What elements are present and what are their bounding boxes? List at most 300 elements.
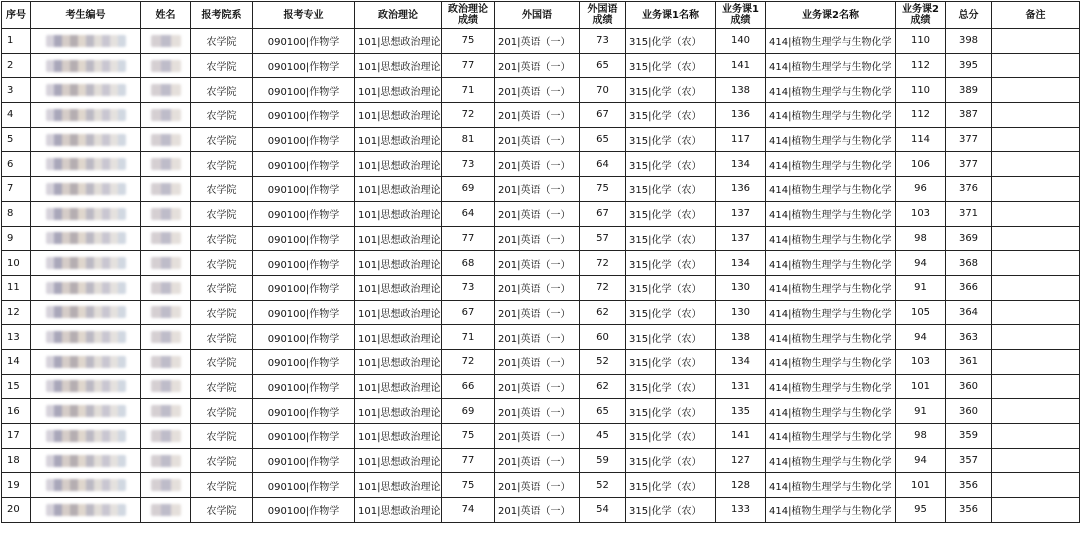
total-cell: 387 xyxy=(946,103,992,128)
course1-cell: 315|化学（农） xyxy=(626,226,716,251)
course1-score-cell: 134 xyxy=(716,251,766,276)
course1-cell: 315|化学（农） xyxy=(626,78,716,103)
header-no: 序号 xyxy=(2,2,31,29)
redaction-blur xyxy=(151,232,181,244)
course1-cell: 315|化学（农） xyxy=(626,349,716,374)
header-politics-score: 政治理论成绩 xyxy=(442,2,495,29)
course1-cell: 315|化学（农） xyxy=(626,424,716,449)
note-cell xyxy=(992,152,1080,177)
table-row xyxy=(2,201,1080,226)
redaction-blur xyxy=(151,109,181,121)
course2-cell: 414|植物生理学与生物化学 xyxy=(766,152,896,177)
table-row xyxy=(2,300,1080,325)
politics-cell: 101|思想政治理论 xyxy=(355,300,442,325)
exam-id-redacted xyxy=(31,275,141,300)
note-cell xyxy=(992,78,1080,103)
dept-cell: 农学院 xyxy=(191,226,253,251)
language-cell: 201|英语（一） xyxy=(495,177,580,202)
course1-score-cell: 141 xyxy=(716,424,766,449)
politics-score-cell: 73 xyxy=(442,152,495,177)
course1-score-cell: 140 xyxy=(716,29,766,54)
total-cell: 377 xyxy=(946,152,992,177)
exam-id-redacted xyxy=(31,103,141,128)
language-score-cell: 62 xyxy=(580,374,626,399)
table-row xyxy=(2,152,1080,177)
course1-score-cell: 141 xyxy=(716,53,766,78)
exam-id-redacted xyxy=(31,251,141,276)
course2-cell: 414|植物生理学与生物化学 xyxy=(766,78,896,103)
politics-cell: 101|思想政治理论 xyxy=(355,103,442,128)
note-cell xyxy=(992,29,1080,54)
name-redacted xyxy=(141,374,191,399)
row-number: 17 xyxy=(2,424,31,449)
politics-cell: 101|思想政治理论 xyxy=(355,399,442,424)
redaction-blur xyxy=(46,479,126,491)
table-body xyxy=(2,29,1080,523)
dept-cell: 农学院 xyxy=(191,300,253,325)
row-number: 10 xyxy=(2,251,31,276)
redaction-blur xyxy=(46,306,126,318)
course2-score-cell: 110 xyxy=(896,29,946,54)
course2-cell: 414|植物生理学与生物化学 xyxy=(766,325,896,350)
exam-id-redacted xyxy=(31,300,141,325)
course1-score-cell: 134 xyxy=(716,349,766,374)
politics-cell: 101|思想政治理论 xyxy=(355,29,442,54)
major-cell: 090100|作物学 xyxy=(253,53,355,78)
row-number: 11 xyxy=(2,275,31,300)
dept-cell: 农学院 xyxy=(191,103,253,128)
total-cell: 357 xyxy=(946,448,992,473)
exam-id-redacted xyxy=(31,201,141,226)
name-redacted xyxy=(141,152,191,177)
total-cell: 389 xyxy=(946,78,992,103)
politics-score-cell: 64 xyxy=(442,201,495,226)
major-cell: 090100|作物学 xyxy=(253,399,355,424)
language-cell: 201|英语（一） xyxy=(495,473,580,498)
header-language: 外国语 xyxy=(495,2,580,29)
table-row xyxy=(2,251,1080,276)
exam-id-redacted xyxy=(31,127,141,152)
redaction-blur xyxy=(151,257,181,269)
total-cell: 363 xyxy=(946,325,992,350)
total-cell: 377 xyxy=(946,127,992,152)
course1-score-cell: 136 xyxy=(716,103,766,128)
language-cell: 201|英语（一） xyxy=(495,251,580,276)
course2-cell: 414|植物生理学与生物化学 xyxy=(766,201,896,226)
name-redacted xyxy=(141,53,191,78)
redaction-blur xyxy=(151,60,181,72)
name-redacted xyxy=(141,424,191,449)
table-row xyxy=(2,349,1080,374)
course1-score-cell: 137 xyxy=(716,226,766,251)
language-cell: 201|英语（一） xyxy=(495,275,580,300)
exam-id-redacted xyxy=(31,473,141,498)
dept-cell: 农学院 xyxy=(191,29,253,54)
note-cell xyxy=(992,424,1080,449)
redaction-blur xyxy=(46,208,126,220)
table-row xyxy=(2,78,1080,103)
table-row xyxy=(2,226,1080,251)
row-number: 12 xyxy=(2,300,31,325)
name-redacted xyxy=(141,473,191,498)
course2-cell: 414|植物生理学与生物化学 xyxy=(766,349,896,374)
course2-score-cell: 98 xyxy=(896,226,946,251)
name-redacted xyxy=(141,103,191,128)
course1-cell: 315|化学（农） xyxy=(626,300,716,325)
name-redacted xyxy=(141,399,191,424)
language-cell: 201|英语（一） xyxy=(495,349,580,374)
note-cell xyxy=(992,399,1080,424)
table-row xyxy=(2,374,1080,399)
header-major: 报考专业 xyxy=(253,2,355,29)
total-cell: 398 xyxy=(946,29,992,54)
major-cell: 090100|作物学 xyxy=(253,251,355,276)
course2-cell: 414|植物生理学与生物化学 xyxy=(766,399,896,424)
politics-score-cell: 66 xyxy=(442,374,495,399)
major-cell: 090100|作物学 xyxy=(253,325,355,350)
name-redacted xyxy=(141,498,191,523)
row-number: 14 xyxy=(2,349,31,374)
course1-cell: 315|化学（农） xyxy=(626,473,716,498)
redaction-blur xyxy=(46,109,126,121)
name-redacted xyxy=(141,275,191,300)
language-cell: 201|英语（一） xyxy=(495,374,580,399)
table-row xyxy=(2,424,1080,449)
major-cell: 090100|作物学 xyxy=(253,103,355,128)
header-row xyxy=(2,2,1080,29)
course1-cell: 315|化学（农） xyxy=(626,275,716,300)
language-cell: 201|英语（一） xyxy=(495,424,580,449)
course1-score-cell: 138 xyxy=(716,325,766,350)
language-cell: 201|英语（一） xyxy=(495,226,580,251)
redaction-blur xyxy=(151,35,181,47)
redaction-blur xyxy=(46,60,126,72)
table-row xyxy=(2,275,1080,300)
total-cell: 369 xyxy=(946,226,992,251)
major-cell: 090100|作物学 xyxy=(253,152,355,177)
redaction-blur xyxy=(46,35,126,47)
language-score-cell: 75 xyxy=(580,177,626,202)
exam-id-redacted xyxy=(31,29,141,54)
exam-id-redacted xyxy=(31,424,141,449)
politics-cell: 101|思想政治理论 xyxy=(355,275,442,300)
course1-score-cell: 137 xyxy=(716,201,766,226)
major-cell: 090100|作物学 xyxy=(253,275,355,300)
table-row xyxy=(2,103,1080,128)
politics-cell: 101|思想政治理论 xyxy=(355,349,442,374)
exam-id-redacted xyxy=(31,226,141,251)
course2-cell: 414|植物生理学与生物化学 xyxy=(766,29,896,54)
row-number: 9 xyxy=(2,226,31,251)
exam-id-redacted xyxy=(31,152,141,177)
note-cell xyxy=(992,300,1080,325)
course2-score-cell: 101 xyxy=(896,473,946,498)
redaction-blur xyxy=(46,158,126,170)
dept-cell: 农学院 xyxy=(191,325,253,350)
table-header xyxy=(2,2,1080,29)
total-cell: 366 xyxy=(946,275,992,300)
exam-id-redacted xyxy=(31,399,141,424)
course1-score-cell: 130 xyxy=(716,275,766,300)
course1-score-cell: 133 xyxy=(716,498,766,523)
redaction-blur xyxy=(151,158,181,170)
politics-cell: 101|思想政治理论 xyxy=(355,78,442,103)
note-cell xyxy=(992,226,1080,251)
row-number: 18 xyxy=(2,448,31,473)
course1-cell: 315|化学（农） xyxy=(626,448,716,473)
language-score-cell: 52 xyxy=(580,349,626,374)
politics-score-cell: 73 xyxy=(442,275,495,300)
language-score-cell: 62 xyxy=(580,300,626,325)
redaction-blur xyxy=(151,208,181,220)
politics-cell: 101|思想政治理论 xyxy=(355,152,442,177)
politics-cell: 101|思想政治理论 xyxy=(355,127,442,152)
politics-cell: 101|思想政治理论 xyxy=(355,498,442,523)
language-score-cell: 72 xyxy=(580,275,626,300)
note-cell xyxy=(992,498,1080,523)
redaction-blur xyxy=(46,232,126,244)
redaction-blur xyxy=(46,380,126,392)
header-note: 备注 xyxy=(992,2,1080,29)
exam-id-redacted xyxy=(31,325,141,350)
row-number: 19 xyxy=(2,473,31,498)
redaction-blur xyxy=(151,479,181,491)
table-row xyxy=(2,448,1080,473)
redaction-blur xyxy=(151,504,181,516)
course2-score-cell: 110 xyxy=(896,78,946,103)
redaction-blur xyxy=(46,504,126,516)
header-course2-score: 业务课2成绩 xyxy=(896,2,946,29)
redaction-blur xyxy=(151,380,181,392)
language-score-cell: 65 xyxy=(580,399,626,424)
politics-cell: 101|思想政治理论 xyxy=(355,53,442,78)
language-score-cell: 52 xyxy=(580,473,626,498)
dept-cell: 农学院 xyxy=(191,201,253,226)
course1-cell: 315|化学（农） xyxy=(626,103,716,128)
major-cell: 090100|作物学 xyxy=(253,374,355,399)
language-score-cell: 72 xyxy=(580,251,626,276)
redaction-blur xyxy=(151,306,181,318)
redaction-blur xyxy=(151,405,181,417)
header-politics: 政治理论 xyxy=(355,2,442,29)
total-cell: 364 xyxy=(946,300,992,325)
row-number: 6 xyxy=(2,152,31,177)
major-cell: 090100|作物学 xyxy=(253,498,355,523)
name-redacted xyxy=(141,29,191,54)
language-cell: 201|英语（一） xyxy=(495,300,580,325)
course2-score-cell: 94 xyxy=(896,251,946,276)
course2-cell: 414|植物生理学与生物化学 xyxy=(766,177,896,202)
course1-score-cell: 130 xyxy=(716,300,766,325)
redaction-blur xyxy=(46,331,126,343)
course1-cell: 315|化学（农） xyxy=(626,177,716,202)
note-cell xyxy=(992,448,1080,473)
redaction-blur xyxy=(46,405,126,417)
course1-cell: 315|化学（农） xyxy=(626,127,716,152)
language-cell: 201|英语（一） xyxy=(495,399,580,424)
name-redacted xyxy=(141,177,191,202)
table-row xyxy=(2,399,1080,424)
course2-cell: 414|植物生理学与生物化学 xyxy=(766,226,896,251)
total-cell: 356 xyxy=(946,498,992,523)
course1-cell: 315|化学（农） xyxy=(626,152,716,177)
row-number: 2 xyxy=(2,53,31,78)
name-redacted xyxy=(141,251,191,276)
course2-score-cell: 94 xyxy=(896,448,946,473)
language-cell: 201|英语（一） xyxy=(495,448,580,473)
note-cell xyxy=(992,103,1080,128)
language-score-cell: 45 xyxy=(580,424,626,449)
politics-cell: 101|思想政治理论 xyxy=(355,325,442,350)
major-cell: 090100|作物学 xyxy=(253,424,355,449)
course2-score-cell: 101 xyxy=(896,374,946,399)
redaction-blur xyxy=(46,455,126,467)
course2-cell: 414|植物生理学与生物化学 xyxy=(766,374,896,399)
language-score-cell: 59 xyxy=(580,448,626,473)
name-redacted xyxy=(141,201,191,226)
politics-score-cell: 81 xyxy=(442,127,495,152)
course1-score-cell: 131 xyxy=(716,374,766,399)
total-cell: 368 xyxy=(946,251,992,276)
redaction-blur xyxy=(46,356,126,368)
politics-score-cell: 77 xyxy=(442,226,495,251)
header-dept: 报考院系 xyxy=(191,2,253,29)
politics-score-cell: 75 xyxy=(442,29,495,54)
major-cell: 090100|作物学 xyxy=(253,448,355,473)
politics-score-cell: 69 xyxy=(442,399,495,424)
exam-id-redacted xyxy=(31,448,141,473)
course1-score-cell: 135 xyxy=(716,399,766,424)
dept-cell: 农学院 xyxy=(191,424,253,449)
politics-score-cell: 72 xyxy=(442,103,495,128)
table-row xyxy=(2,127,1080,152)
language-score-cell: 65 xyxy=(580,53,626,78)
course1-score-cell: 128 xyxy=(716,473,766,498)
row-number: 3 xyxy=(2,78,31,103)
name-redacted xyxy=(141,78,191,103)
course2-score-cell: 98 xyxy=(896,424,946,449)
redaction-blur xyxy=(46,134,126,146)
language-cell: 201|英语（一） xyxy=(495,127,580,152)
redaction-blur xyxy=(46,430,126,442)
course2-cell: 414|植物生理学与生物化学 xyxy=(766,53,896,78)
row-number: 1 xyxy=(2,29,31,54)
major-cell: 090100|作物学 xyxy=(253,300,355,325)
name-redacted xyxy=(141,226,191,251)
total-cell: 360 xyxy=(946,374,992,399)
course1-cell: 315|化学（农） xyxy=(626,29,716,54)
header-total: 总分 xyxy=(946,2,992,29)
language-cell: 201|英语（一） xyxy=(495,29,580,54)
language-cell: 201|英语（一） xyxy=(495,53,580,78)
total-cell: 359 xyxy=(946,424,992,449)
row-number: 5 xyxy=(2,127,31,152)
dept-cell: 农学院 xyxy=(191,53,253,78)
course1-score-cell: 134 xyxy=(716,152,766,177)
politics-score-cell: 69 xyxy=(442,177,495,202)
header-exam-id: 考生编号 xyxy=(31,2,141,29)
course2-cell: 414|植物生理学与生物化学 xyxy=(766,498,896,523)
major-cell: 090100|作物学 xyxy=(253,226,355,251)
dept-cell: 农学院 xyxy=(191,473,253,498)
dept-cell: 农学院 xyxy=(191,177,253,202)
politics-score-cell: 75 xyxy=(442,424,495,449)
redaction-blur xyxy=(151,183,181,195)
course1-score-cell: 138 xyxy=(716,78,766,103)
course2-cell: 414|植物生理学与生物化学 xyxy=(766,251,896,276)
exam-id-redacted xyxy=(31,349,141,374)
redaction-blur xyxy=(46,282,126,294)
language-score-cell: 65 xyxy=(580,127,626,152)
language-score-cell: 60 xyxy=(580,325,626,350)
total-cell: 376 xyxy=(946,177,992,202)
course1-cell: 315|化学（农） xyxy=(626,201,716,226)
dept-cell: 农学院 xyxy=(191,275,253,300)
language-cell: 201|英语（一） xyxy=(495,152,580,177)
course1-score-cell: 136 xyxy=(716,177,766,202)
language-score-cell: 54 xyxy=(580,498,626,523)
row-number: 13 xyxy=(2,325,31,350)
dept-cell: 农学院 xyxy=(191,78,253,103)
language-score-cell: 64 xyxy=(580,152,626,177)
politics-cell: 101|思想政治理论 xyxy=(355,424,442,449)
note-cell xyxy=(992,177,1080,202)
name-redacted xyxy=(141,127,191,152)
language-score-cell: 57 xyxy=(580,226,626,251)
dept-cell: 农学院 xyxy=(191,152,253,177)
dept-cell: 农学院 xyxy=(191,349,253,374)
total-cell: 395 xyxy=(946,53,992,78)
redaction-blur xyxy=(46,183,126,195)
header-course1-score: 业务课1成绩 xyxy=(716,2,766,29)
note-cell xyxy=(992,127,1080,152)
major-cell: 090100|作物学 xyxy=(253,29,355,54)
row-number: 4 xyxy=(2,103,31,128)
redaction-blur xyxy=(151,282,181,294)
course2-score-cell: 105 xyxy=(896,300,946,325)
course2-cell: 414|植物生理学与生物化学 xyxy=(766,424,896,449)
row-number: 8 xyxy=(2,201,31,226)
name-redacted xyxy=(141,448,191,473)
note-cell xyxy=(992,275,1080,300)
note-cell xyxy=(992,473,1080,498)
total-cell: 360 xyxy=(946,399,992,424)
dept-cell: 农学院 xyxy=(191,448,253,473)
table-row xyxy=(2,325,1080,350)
exam-id-redacted xyxy=(31,498,141,523)
language-cell: 201|英语（一） xyxy=(495,103,580,128)
course2-score-cell: 112 xyxy=(896,103,946,128)
header-course1: 业务课1名称 xyxy=(626,2,716,29)
note-cell xyxy=(992,251,1080,276)
name-redacted xyxy=(141,300,191,325)
course2-score-cell: 112 xyxy=(896,53,946,78)
course2-score-cell: 91 xyxy=(896,275,946,300)
politics-cell: 101|思想政治理论 xyxy=(355,374,442,399)
politics-cell: 101|思想政治理论 xyxy=(355,226,442,251)
redaction-blur xyxy=(151,331,181,343)
exam-id-redacted xyxy=(31,177,141,202)
course2-score-cell: 95 xyxy=(896,498,946,523)
redaction-blur xyxy=(46,84,126,96)
course2-score-cell: 91 xyxy=(896,399,946,424)
table-row xyxy=(2,29,1080,54)
course1-cell: 315|化学（农） xyxy=(626,399,716,424)
dept-cell: 农学院 xyxy=(191,127,253,152)
total-cell: 361 xyxy=(946,349,992,374)
course2-cell: 414|植物生理学与生物化学 xyxy=(766,127,896,152)
redaction-blur xyxy=(151,430,181,442)
